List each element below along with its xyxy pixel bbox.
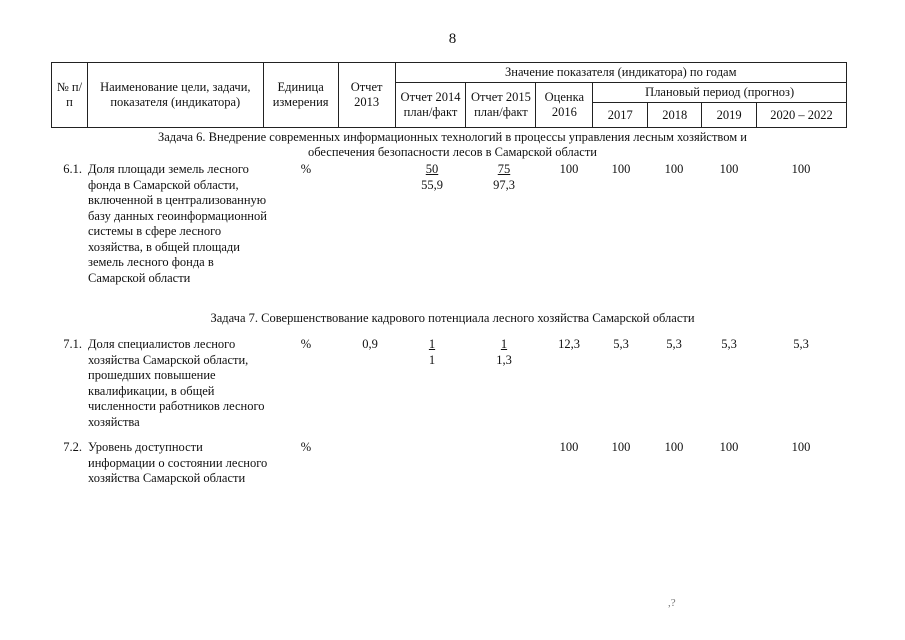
task-6-title	[0, 130, 905, 160]
row-2017: 5,3	[613, 337, 629, 351]
row-number: 7.2.	[63, 440, 82, 454]
row-2020-2022: 5,3	[793, 337, 809, 351]
table-header	[51, 62, 847, 128]
header-unit: Единица измерения	[263, 63, 338, 128]
row-report-2014	[402, 162, 462, 193]
row-report-2015	[474, 162, 534, 193]
plan-2014: 1	[428, 337, 436, 351]
row-2017: 100	[611, 162, 631, 176]
row-2018: 100	[664, 162, 684, 176]
fact-2015: 97,3	[493, 177, 515, 192]
row-name: Доля площади земель лесного фонда в Самарской области, включенной в централизованную базу данных геоинформационной системы в сфере лесного хозяйства, в общей площади земель лесного фонда в Самарской области	[88, 162, 267, 285]
header-2018: 2018	[648, 103, 702, 128]
header-2020-2022: 2020 – 2022	[757, 103, 847, 128]
fact-2014: 55,9	[421, 177, 443, 192]
header-plan-group: Плановый период (прогноз)	[593, 83, 847, 103]
row-unit: %	[300, 162, 312, 176]
row-estimate-2016: 12,3	[558, 337, 580, 351]
header-values-group: Значение показателя (индикатора) по годам	[395, 63, 846, 83]
row-report-2014	[402, 337, 462, 368]
row-number: 7.1.	[63, 337, 82, 351]
scan-mark: ,?	[668, 597, 676, 609]
header-num: № п/п	[52, 63, 88, 128]
row-2019: 5,3	[721, 337, 737, 351]
plan-2015: 1	[500, 337, 508, 351]
header-2017: 2017	[593, 103, 648, 128]
row-name: Доля специалистов лесного хозяйства Самарской области, прошедших повышение квалификации, в общей численности работников лесного хозяйства	[88, 337, 265, 429]
task-7-title: Задача 7. Совершенствование кадрового потенциала лесного хозяйства Самарской области	[210, 311, 695, 325]
task-6-line-2: обеспечения безопасности лесов в Самарской области	[307, 145, 598, 159]
row-2018: 5,3	[666, 337, 682, 351]
fact-2014: 1	[428, 352, 436, 367]
header-report-2014: Отчет 2014 план/факт	[395, 83, 466, 128]
page-number: 8	[448, 31, 457, 47]
row-2018: 100	[664, 440, 684, 454]
row-number: 6.1.	[63, 162, 82, 176]
row-estimate-2016: 100	[559, 440, 579, 454]
row-2019: 100	[719, 162, 739, 176]
header-name: Наименование цели, задачи, показателя (индикатора)	[87, 63, 263, 128]
plan-2014: 50	[425, 162, 439, 176]
row-2020-2022: 100	[791, 440, 811, 454]
row-2017: 100	[611, 440, 631, 454]
plan-2015: 75	[497, 162, 511, 176]
header-2019: 2019	[702, 103, 757, 128]
row-report-2013: 0,9	[362, 337, 378, 351]
row-report-2015	[474, 337, 534, 368]
row-unit: %	[300, 440, 312, 454]
header-report-2015: Отчет 2015 план/факт	[466, 83, 536, 128]
row-unit: %	[300, 337, 312, 351]
row-2019: 100	[719, 440, 739, 454]
header-estimate-2016: Оценка 2016	[536, 83, 593, 128]
row-2020-2022: 100	[791, 162, 811, 176]
row-estimate-2016: 100	[559, 162, 579, 176]
fact-2015: 1,3	[496, 352, 512, 367]
task-6-line-1: Задача 6. Внедрение современных информационных технологий в процессы управления лесным хозяйством и	[158, 130, 747, 144]
header-report-2013: Отчет 2013	[338, 63, 395, 128]
row-name: Уровень доступности информации о состоянии лесного хозяйства Самарской области	[88, 440, 268, 485]
